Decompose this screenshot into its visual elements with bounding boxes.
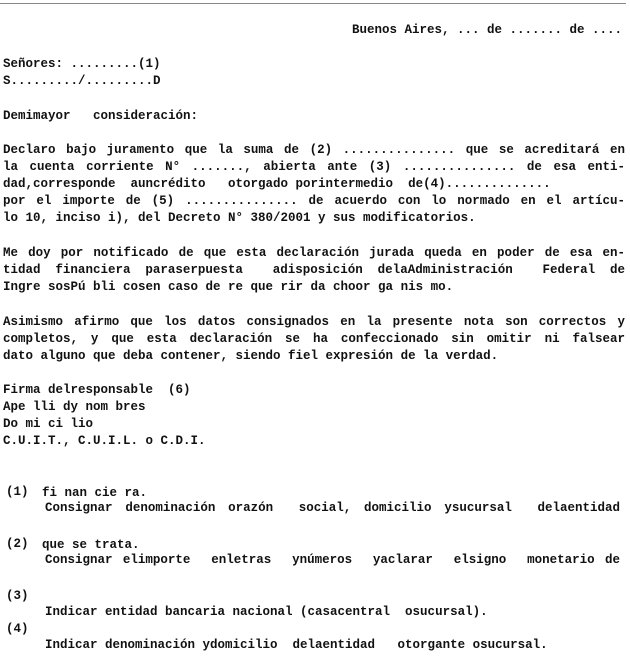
addressee-line-1: Señores: .........(1) (3, 57, 161, 71)
signature-line-1: Firma delresponsable (6) (3, 383, 191, 397)
note-4 (3, 605, 625, 652)
signature-line-3: Do mi ci lio (3, 417, 94, 431)
paragraph-1-line-4: por el importe de (5) ............... de acuerdo con lo normado en el artícu- (3, 194, 625, 208)
note-number: (1) (6, 485, 29, 499)
note-text: Indicar denominación ydomicilio delaentidad otorgante osucursal. (45, 638, 548, 652)
paragraph-3-line-2: completos, y que esta declaración se ha confeccionado sin omitir ni falsear (3, 332, 625, 346)
signature-line-2: Ape lli dy nom bres (3, 400, 146, 414)
note-text: Consignar elimporte enletras ynúmeros yaclarar elsigno monetario de (45, 553, 620, 567)
note-number: (4) (6, 622, 29, 636)
note-3 (3, 572, 625, 619)
paragraph-2-line-1: Me doy por notificado de que esta declaración jurada queda en poder de esa en- (3, 246, 625, 260)
paragraph-1-line-3: dad,corresponde auncrédito otorgado porintermedio de(4).............. (3, 177, 551, 191)
paragraph-3-line-3: dato alguno que deba contener, siendo fiel expresión de la verdad. (3, 349, 499, 363)
paragraph-2-line-2: tidad financiera paraserpuesta adisposición delaAdministración Federal de (3, 263, 625, 277)
salutation: Demimayor consideración: (3, 109, 199, 123)
paragraph-1-line-5: lo 10, inciso i), del Decreto N° 380/2001 y sus modificatorios. (3, 211, 476, 225)
addressee-line-2: S........./.........D (3, 74, 161, 88)
note-text: Consignar denominación orazón social, domicilio ysucursal delaentidad (45, 501, 620, 515)
paragraph-1-line-1: Declaro bajo juramento que la suma de (2) ............... que se acreditará en (3, 143, 625, 157)
note-number: (2) (6, 537, 29, 551)
note-2-continuation: que se trata. (42, 538, 140, 552)
note-number: (3) (6, 589, 29, 603)
paragraph-1-line-2: la cuenta corriente N° ......., abierta ante (3) ............... de esa enti- (3, 160, 625, 174)
note-text: Indicar entidad bancaria nacional (casacentral osucursal). (45, 605, 488, 619)
paragraph-3-line-1: Asimismo afirmo que los datos consignados en la presente nota son correctos y (3, 315, 625, 329)
date-line: Buenos Aires, ... de ....... de .... (351, 23, 622, 37)
signature-line-4: C.U.I.T., C.U.I.L. o C.D.I. (3, 434, 206, 448)
paragraph-2-line-3: Ingre sosPú bli cosen caso de re que rir da choor ga nis mo. (3, 280, 454, 294)
note-1-continuation: fi nan cie ra. (42, 486, 148, 500)
top-rule (0, 3, 626, 4)
